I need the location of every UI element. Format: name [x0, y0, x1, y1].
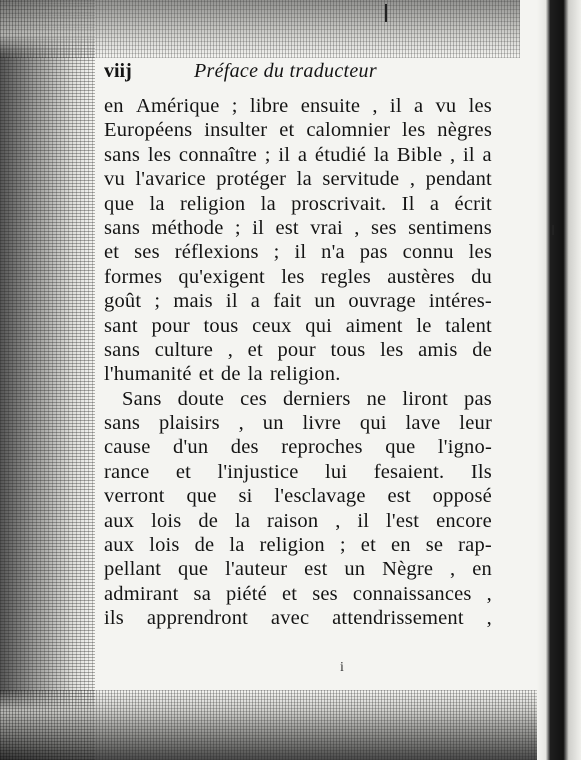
word: aux: [104, 509, 135, 532]
word: intéres-: [428, 290, 492, 313]
word: la: [296, 168, 312, 191]
word: de: [472, 338, 492, 361]
word: raison: [267, 509, 319, 532]
word: a: [413, 95, 424, 117]
word: que: [104, 192, 135, 215]
word: aiment: [345, 314, 403, 337]
word: en: [472, 558, 492, 581]
word: se: [425, 534, 444, 557]
text-line: [104, 557, 492, 581]
word: ne: [366, 387, 387, 410]
word: a: [429, 192, 440, 215]
word: ;: [154, 290, 161, 313]
word: ;: [231, 95, 238, 117]
word: aux: [104, 534, 135, 557]
word: pellant: [104, 558, 162, 581]
word: ,: [409, 168, 416, 191]
word: nègres: [437, 119, 492, 142]
word: n'a: [321, 241, 345, 264]
word: ils: [104, 607, 124, 630]
word: ,: [372, 95, 378, 117]
word: ses: [312, 582, 338, 605]
word: religion: [180, 192, 246, 215]
word: Bible: [396, 143, 443, 166]
word: il: [225, 290, 238, 313]
word: a: [297, 143, 308, 166]
word: Ils: [470, 460, 492, 483]
word: lois: [151, 509, 182, 532]
word: un: [262, 412, 284, 435]
word: que: [186, 485, 217, 508]
word: de: [194, 534, 215, 557]
word: méthode: [151, 216, 224, 239]
text-line: [104, 435, 492, 459]
word: le: [416, 314, 432, 337]
word: les: [380, 338, 404, 361]
word: ,: [354, 216, 360, 239]
word: les: [468, 241, 492, 264]
word: talent: [445, 314, 492, 337]
word: religion: [259, 534, 325, 557]
text-line: [104, 265, 492, 289]
word: servitude: [322, 168, 400, 191]
word: pour: [277, 338, 316, 361]
word: un: [314, 290, 336, 313]
word: piété: [226, 582, 267, 605]
word: Il: [401, 192, 415, 215]
word: encore: [436, 509, 492, 532]
word: austères: [387, 265, 455, 288]
word: la: [373, 143, 390, 166]
word: des: [230, 436, 259, 459]
word: il: [278, 143, 291, 166]
word: et: [360, 534, 376, 557]
word: opposé: [432, 485, 492, 508]
word: ,: [486, 607, 492, 630]
word: avec: [270, 607, 310, 630]
text-line: [104, 289, 492, 313]
text-line: [104, 606, 492, 630]
word: les: [402, 119, 426, 142]
text-line: [104, 533, 492, 557]
word: l'injustice: [217, 460, 299, 483]
word: pas: [359, 241, 388, 264]
body-text: [104, 94, 492, 631]
word: du: [471, 265, 492, 288]
word: qui: [359, 412, 387, 435]
word: ,: [335, 509, 341, 532]
text-line: [104, 192, 492, 216]
word: ces: [240, 387, 267, 410]
text-line: [104, 143, 492, 167]
word: écrit: [454, 192, 492, 215]
word: l'auteur: [225, 558, 288, 581]
page-number: viij: [104, 60, 132, 82]
text-block: [104, 60, 492, 631]
word: l'humanité: [104, 363, 192, 386]
running-title: Préface du traducteur: [194, 60, 377, 82]
word: la: [260, 192, 276, 215]
word: rance: [104, 460, 150, 483]
word: sentimens: [408, 216, 492, 239]
text-line: [104, 94, 492, 118]
word: les: [281, 265, 305, 288]
page-header: [104, 60, 492, 90]
scan-shadow-bottom: [0, 690, 581, 760]
word: vu: [435, 95, 457, 117]
word: Européens: [104, 119, 193, 142]
word: Sans: [122, 387, 162, 410]
scan-shadow-top: [0, 0, 520, 58]
word: la: [149, 192, 165, 215]
footer-mark: i: [340, 660, 344, 675]
word: pas: [464, 387, 492, 410]
text-line: [104, 216, 492, 240]
word: il: [252, 216, 265, 239]
word: il: [357, 509, 370, 532]
word: protéger: [216, 168, 287, 191]
word: sans: [104, 338, 141, 361]
text-line: [104, 118, 492, 142]
book-spine-edge: [537, 0, 581, 760]
word: connu: [402, 241, 454, 264]
word: étudié: [314, 143, 367, 166]
word: réflexions: [174, 241, 259, 264]
word: l'avarice: [135, 168, 206, 191]
word: lave: [405, 412, 441, 435]
scan-shadow-left: [0, 0, 95, 760]
word: doute: [177, 387, 225, 410]
scan-mark-side: [552, 225, 554, 235]
text-line: [104, 484, 492, 508]
text-line: [104, 167, 492, 191]
word: et: [175, 460, 192, 483]
word: rap-: [458, 534, 492, 557]
word: culture: [154, 338, 214, 361]
word: tous: [330, 338, 366, 361]
word: que: [385, 436, 416, 459]
word: en: [390, 534, 411, 557]
text-line: [104, 387, 492, 411]
scan-mark-top: [385, 4, 387, 22]
word: admirant: [104, 582, 179, 605]
word: qui: [305, 314, 333, 337]
word: que: [178, 558, 209, 581]
word: a: [482, 143, 492, 166]
word: et: [279, 119, 295, 142]
word: reproches: [281, 436, 363, 459]
word: un: [344, 558, 366, 581]
word: religion.: [269, 363, 341, 386]
word: la: [247, 363, 263, 386]
word: cause: [104, 436, 151, 459]
word: lois: [149, 534, 180, 557]
word: si: [238, 485, 253, 508]
word: proscrivait.: [291, 192, 387, 215]
word: d'un: [173, 436, 209, 459]
word: il: [389, 95, 402, 117]
text-line: [104, 338, 492, 362]
word: sa: [193, 582, 211, 605]
word: ;: [264, 143, 271, 166]
word: qu'exigent: [178, 265, 265, 288]
word: la: [229, 534, 245, 557]
word: ,: [486, 582, 492, 605]
word: leur: [459, 412, 492, 435]
word: plaisirs: [158, 412, 220, 435]
word: verront: [104, 485, 165, 508]
word: est: [304, 558, 328, 581]
word: sans: [104, 216, 141, 239]
word: apprendront: [146, 607, 249, 630]
word: l'esclavage: [274, 485, 366, 508]
word: et: [281, 582, 298, 605]
word: ceux: [252, 314, 292, 337]
word: ouvrage: [348, 290, 416, 313]
word: vrai: [310, 216, 343, 239]
word: et: [198, 363, 214, 386]
text-line: [104, 460, 492, 484]
word: pour: [151, 314, 190, 337]
word: derniers: [282, 387, 351, 410]
word: de: [220, 363, 241, 386]
word: livre: [302, 412, 342, 435]
word: goût: [104, 290, 142, 313]
word: lui: [325, 460, 348, 483]
word: ;: [273, 241, 280, 264]
word: sant: [104, 314, 138, 337]
word: ses: [134, 241, 160, 264]
word: ses: [371, 216, 397, 239]
word: attendrissement: [332, 607, 464, 630]
word: est: [387, 485, 411, 508]
text-line: [104, 240, 492, 264]
word: l'igno-: [437, 436, 492, 459]
word: les: [468, 95, 492, 117]
word: ,: [450, 558, 456, 581]
word: Amérique: [135, 95, 220, 117]
text-line: [104, 509, 492, 533]
word: formes: [104, 265, 163, 288]
word: pendant: [425, 168, 492, 191]
word: ,: [449, 143, 456, 166]
word: connaître: [178, 143, 257, 166]
word: sans: [104, 143, 141, 166]
word: et: [104, 241, 120, 264]
word: de: [198, 509, 219, 532]
word: liront: [402, 387, 449, 410]
word: ,: [227, 338, 234, 361]
text-line: [104, 362, 492, 386]
word: fesaient.: [373, 460, 445, 483]
word: libre: [249, 95, 289, 117]
word: ;: [339, 534, 346, 557]
word: ,: [238, 412, 244, 435]
word: Nègre: [382, 558, 434, 581]
word: tous: [203, 314, 239, 337]
text-line: [104, 411, 492, 435]
word: les: [147, 143, 172, 166]
word: ;: [234, 216, 241, 239]
word: et: [247, 338, 263, 361]
word: il: [463, 143, 475, 166]
word: amis: [418, 338, 458, 361]
text-line: [104, 314, 492, 338]
word: l'est: [386, 509, 420, 532]
word: a: [250, 290, 261, 313]
word: insulter: [204, 119, 268, 142]
word: regles: [320, 265, 371, 288]
word: est: [275, 216, 299, 239]
word: ensuite: [300, 95, 361, 117]
word: il: [294, 241, 307, 264]
word: fait: [273, 290, 302, 313]
word: sans: [104, 412, 141, 435]
word: en: [104, 95, 124, 117]
text-line: [104, 582, 492, 606]
word: mais: [173, 290, 213, 313]
word: vu: [104, 168, 125, 191]
word: la: [234, 509, 251, 532]
word: connaissances: [352, 582, 472, 605]
word: calomnier: [306, 119, 391, 142]
